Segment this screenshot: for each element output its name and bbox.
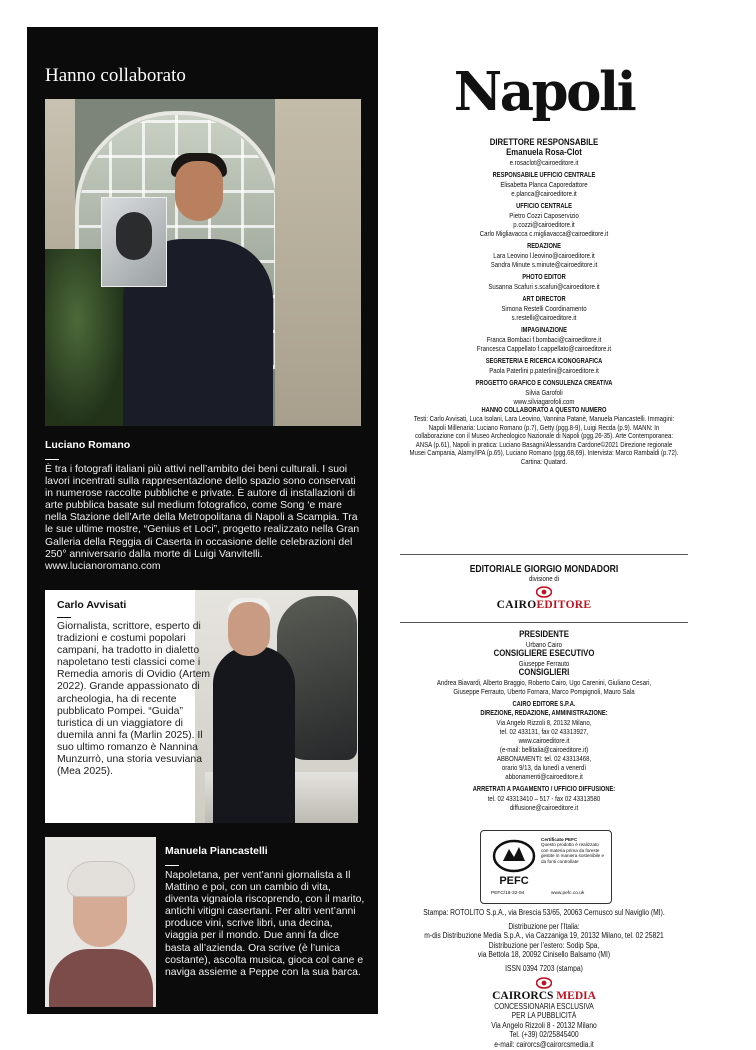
publisher-block	[398, 564, 690, 611]
masthead-line: p.cozzi@cairoeditore.it	[513, 220, 575, 229]
masthead-line: PROGETTO GRAFICO E CONSULENZA CREATIVA	[475, 380, 613, 387]
masthead-line: Pietro Cozzi Caposervizio	[509, 211, 579, 220]
corporate-line: diffusione@cairoeditore.it	[509, 803, 579, 812]
masthead-line: DIRETTORE RESPONSABILE	[489, 137, 599, 148]
corporate-line: tel. 02 43313410 – 517 - fax 02 43313580	[487, 794, 601, 803]
cairorcs-media-logo: CAIRORCS MEDIA	[492, 989, 596, 1002]
pefc-code: PEFC/18-32-94	[491, 891, 525, 896]
masthead-line: Francesca Cappellato f.cappellato@cairoeditore.it	[476, 344, 612, 353]
conc-line: e-mail: cairorcs@cairorcsmedia.it	[494, 1039, 594, 1049]
contributor-bio-romano: È tra i fotografi italiani più attivi nell’ambito dei beni culturali. I suoi lavori incentrati sulla rappresentazione dello spazio sono conservati in numerose raccolte pubbliche e private. È autore di installazioni di arte pubblica basate sul medium fotografico, come Song ‘e mare nella Stazione dell’Arte della Metropolitana di Napoli a Scampia. Tra le sue ultime mostre, “Genius et Loci”, progetto realizzato nella Gran Galleria della Reggia di Caserta in occasione delle celebrazioni del 250° anniversario dalla morte di Luigi Vanvitelli. www.lucianoromano.com	[45, 464, 360, 572]
masthead-line: e.planca@cairoeditore.it	[511, 189, 577, 198]
corporate-line: www.cairoeditore.it	[518, 736, 570, 745]
contributor-name-piancastelli: Manuela Piancastelli	[165, 845, 268, 857]
bottom-line: Distribuzione per l’Italia:	[508, 921, 580, 931]
corporate-line: ARRETRATI A PAGAMENTO / UFFICIO DIFFUSIONE:	[472, 786, 616, 793]
masthead	[398, 138, 690, 467]
cairo-eye-icon	[536, 586, 552, 598]
divider	[165, 865, 179, 866]
corporate-line: CONSIGLIERE ESECUTIVO	[493, 648, 595, 659]
contributors-panel	[27, 27, 378, 1014]
corporate-line: tel. 02 433131, fax 02 43313927,	[499, 727, 589, 736]
corporate-line: ABBONAMENTI: tel. 02 43313468,	[496, 754, 592, 763]
publisher-name: EDITORIALE GIORGIO MONDADORI	[469, 563, 619, 575]
masthead-line: Silvia Garofoli	[525, 388, 563, 397]
pefc-cert-title: Certificato PEFC	[541, 837, 578, 842]
division-label: divisione di	[528, 574, 559, 583]
corporate-info	[398, 630, 690, 812]
masthead-line: Elisabetta Planca Caporedattore	[500, 180, 588, 189]
masthead-line: REDAZIONE	[527, 243, 561, 250]
masthead-line: UFFICIO CENTRALE	[516, 203, 572, 210]
masthead-line: Lara Leovino l.leovino@cairoeditore.it	[493, 251, 595, 260]
conc-line: CONCESSIONARIA ESCLUSIVA	[494, 1001, 594, 1011]
contributors-heading: Hanno collaborato	[45, 65, 186, 86]
corporate-line: Giuseppe Ferrauto, Uberto Fornara, Marco Pompignoli, Mauro Sala	[453, 687, 635, 696]
photo-luciano-romano	[45, 99, 361, 426]
pefc-text: Questo prodotto è realizzato con materia prima da foreste gestite in maniera sostenibile e da fonti controllate	[541, 842, 605, 864]
conc-line: Tel. (+39) 02/25845400	[509, 1030, 579, 1040]
masthead-line: Susanna Scafuri s.scafuri@cairoeditore.it	[488, 282, 600, 291]
cairorcs-eye-icon	[536, 977, 552, 989]
divider	[400, 622, 688, 623]
corporate-line: DIREZIONE, REDAZIONE, AMMINISTRAZIONE:	[480, 710, 608, 717]
bottom-line: Distribuzione per l’estero: Sodip Spa,	[488, 940, 600, 950]
masthead-line: ART DIRECTOR	[522, 296, 566, 303]
masthead-line: Emanuela Rosa-Clot	[506, 147, 582, 158]
masthead-line: e.rosaclot@cairoeditore.it	[509, 158, 579, 167]
corporate-line: orario 9/13, da lunedì a venerdì	[501, 763, 587, 772]
contributor-bio-avvisati: Giornalista, scrittore, esperto di tradizioni e costumi popolari campani, ha tradotto in dialetto napoletano testi classici come i Remedia amoris di Ovidio (Artem 2022). Grande appassionato di archeologia, ha di recente pubblicato Pompei. “Guida” turistica di un viaggiatore di duemila anni fa (Marlin 2025). Il suo ultimo romanzo è Nannina Munzurrò, una storia vesuviana (Mea 2025).	[57, 621, 211, 778]
svg-text:PEFC: PEFC	[499, 875, 529, 887]
masthead-line: Carlo Migliavacca c.migliavacca@cairoeditore.it	[479, 229, 609, 238]
masthead-line: RESPONSABILE UFFICIO CENTRALE	[492, 172, 596, 179]
contributor-name-romano: Luciano Romano	[45, 439, 131, 451]
conc-line: Via Angelo Rizzoli 8 - 20132 Milano	[491, 1020, 597, 1030]
corporate-line: Via Angelo Rizzoli 8, 20132 Milano,	[496, 718, 592, 727]
corporate-line: (e-mail: bellitalia@cairoeditore.it)	[499, 745, 589, 754]
corporate-line: PRESIDENTE	[519, 629, 569, 640]
corporate-line: Giuseppe Ferrauto	[518, 659, 570, 668]
masthead-line: Paola Paterlini p.paterlini@cairoeditore.it	[489, 366, 599, 375]
corporate-line: abbonamenti@cairoeditore.it	[505, 772, 583, 781]
pefc-certification	[480, 830, 612, 904]
contributor-name-avvisati: Carlo Avvisati	[57, 599, 127, 611]
conc-line: PER LA PUBBLICITÀ	[511, 1011, 577, 1021]
contributor-bio-piancastelli: Napoletana, per vent’anni giornalista a Il Mattino e poi, con un cambio di vita, diventa vignaiola riscoprendo, con il marito, antichi vitigni casertani. Per altri vent’anni produce vini, scrive libri, una decina, viaggia per il mondo. Due anni fa dice basta all’azienda. Ora scrive (è l’unica costante), ascolta musica, gioca col cane e naviga assieme a Peppe con la sua barca.	[165, 870, 365, 978]
pefc-logo-icon	[489, 839, 539, 887]
contributor-card-piancastelli	[45, 837, 367, 1007]
napoli-logo: Napoli	[453, 61, 635, 123]
divider	[400, 554, 688, 555]
pefc-website: www.pefc.co.uk	[551, 891, 585, 896]
masthead-line: Simona Restelli Coordinamento	[501, 304, 587, 313]
masthead-line: s.restelli@cairoeditore.it	[511, 313, 577, 322]
masthead-line: IMPAGINAZIONE	[521, 327, 567, 334]
masthead-line: HANNO COLLABORATO A QUESTO NUMERO	[481, 407, 607, 414]
masthead-line: PHOTO EDITOR	[522, 274, 566, 281]
contributor-card-avvisati	[45, 590, 358, 823]
bottom-line: Stampa: ROTOLITO S.p.A., via Brescia 53/65, 20063 Cernusco sul Naviglio (MI).	[423, 908, 665, 917]
distribution-info	[398, 908, 690, 1050]
issue-credits: Testi: Carlo Avvisati, Luca Isolani, Lara Leovino, Vannina Patanè, Manuela Piancastelli. Immagini: Napoli Millenaria: Luciano Romano (p.7), Getty (pgg.8-9), Luigi Recda (p.9). MANN: In collaborazione con il Museo Archeologico Nazionale di Napoli (pgg.26-35). Arte Contemporanea: ANSA (p.61), Napoli in pratica: Luciano Basagni/Alessandra Cardone©2021 Direzione regionale Musei Campania, Alamy/IPA (p.65), Luciano Romano (pgg.68,69). Intervista: Marco Rambaldi (p.72). Cartina: Quatard.	[409, 414, 679, 466]
divider	[45, 459, 59, 460]
corporate-line: CONSIGLIERI	[518, 667, 570, 678]
divider	[57, 617, 71, 618]
bottom-line: via Bettola 18, 20092 Cinisello Balsamo (MI)	[477, 950, 611, 960]
corporate-line: Andrea Biavardi, Alberto Braggio, Roberto Cairo, Ugo Carenini, Giuliano Cesari,	[436, 678, 652, 687]
masthead-line: Franca Bombaci f.bombaci@cairoeditore.it	[486, 335, 602, 344]
masthead-line: SEGRETERIA E RICERCA ICONOGRAFICA	[485, 358, 603, 365]
bottom-line: ISSN 0394 7203 (stampa)	[505, 963, 583, 973]
photo-manuela-piancastelli	[45, 837, 156, 1007]
bottom-line: m-dis Distribuzione Media S.p.A., via Cazzaniga 19, 20132 Milano, tel. 02 25821	[424, 931, 664, 941]
held-photograph	[101, 197, 167, 287]
cairo-editore-logo: CAIROEDITORE	[496, 599, 592, 611]
masthead-line: www.silviagarofoli.com	[513, 397, 575, 406]
masthead-line: Sandra Minute s.minute@cairoeditore.it	[490, 260, 598, 269]
photo-carlo-avvisati	[228, 602, 270, 656]
corporate-line: Urbano Cairo	[525, 640, 563, 649]
corporate-line: CAIRO EDITORE S.P.A.	[512, 701, 576, 708]
